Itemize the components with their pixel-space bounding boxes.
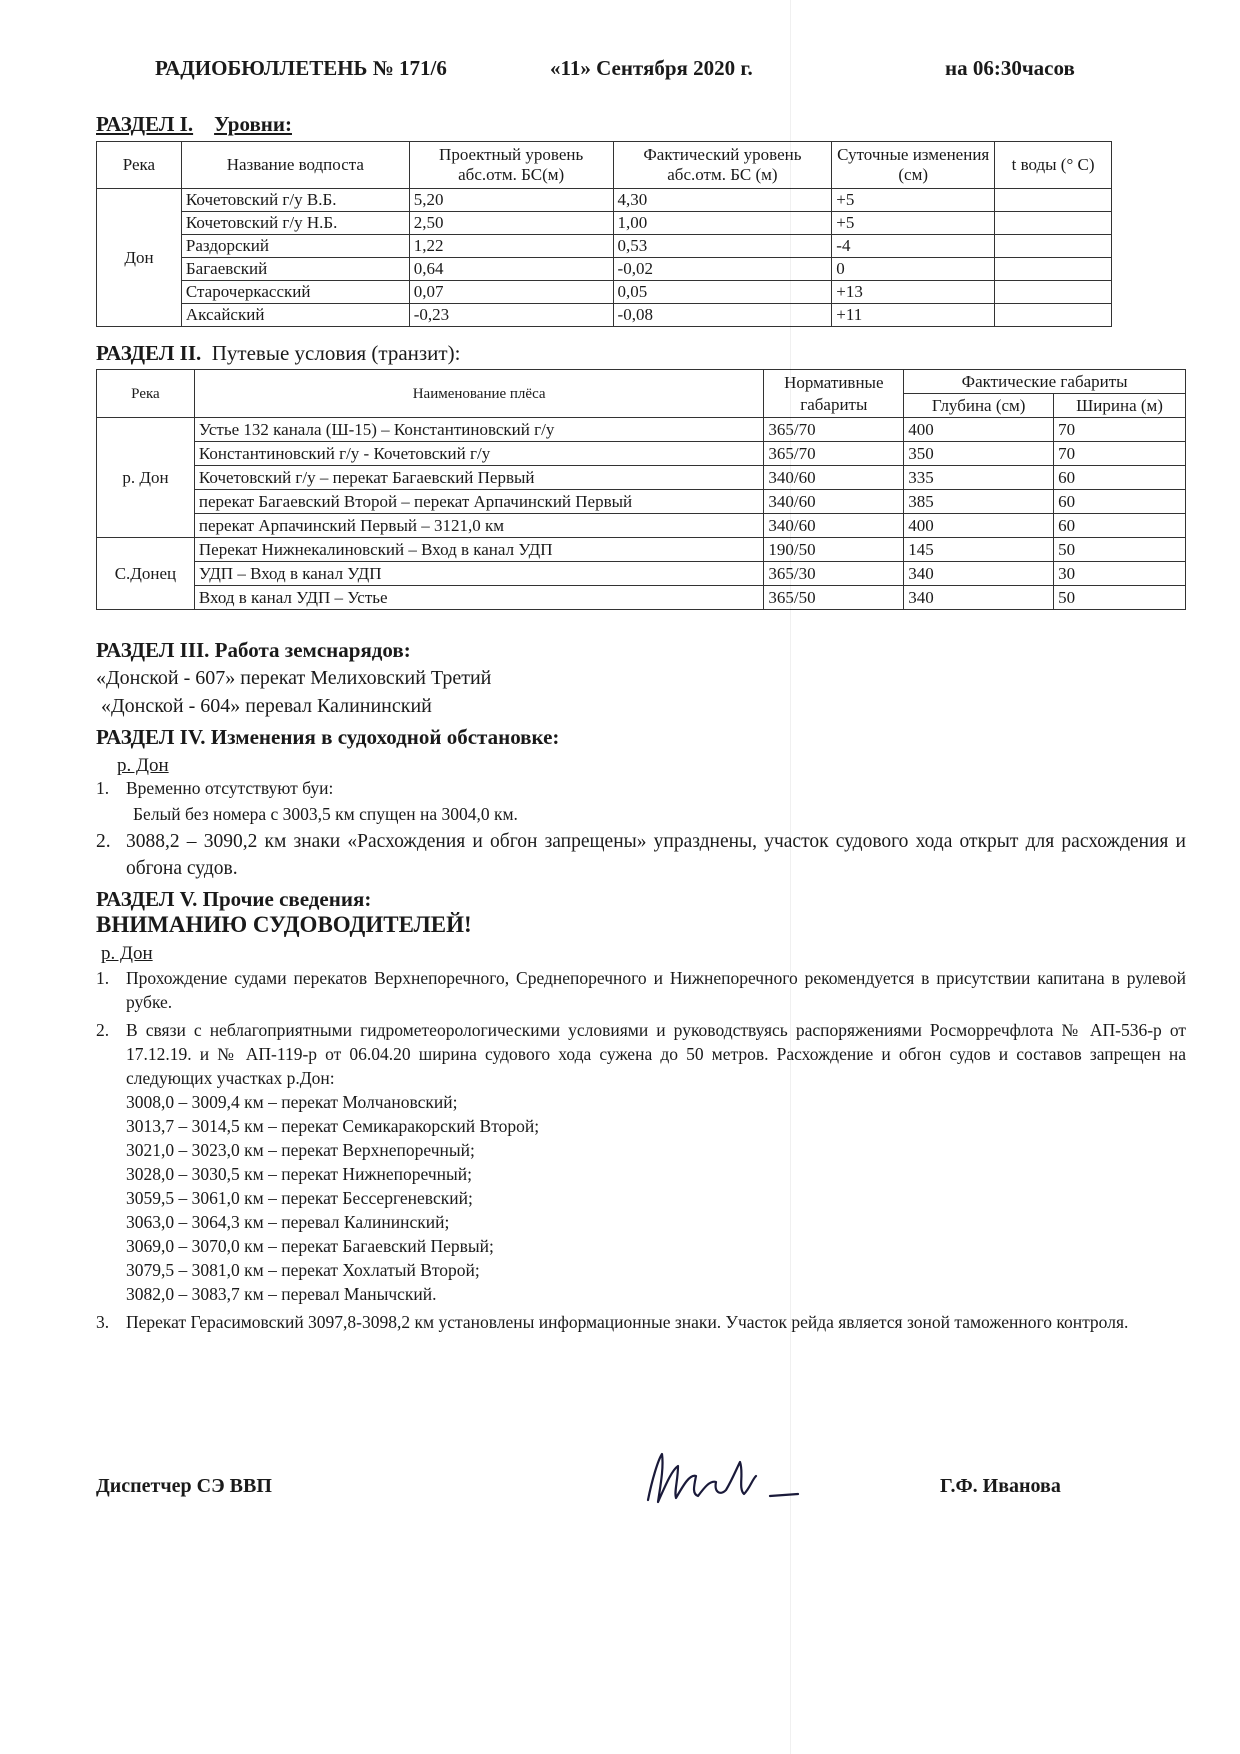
bulletin-number: РАДИОБЮЛЛЕТЕНЬ № 171/6: [155, 56, 447, 80]
segment-line: 3013,7 – 3014,5 км – перекат Семикаракорский Второй;: [126, 1116, 540, 1136]
levels-row: [97, 258, 1112, 281]
segment-line: 3028,0 – 3030,5 км – перекат Нижнепоречный;: [126, 1164, 473, 1184]
reach-name: перекат Багаевский Второй – перекат Арпачинский Первый: [194, 490, 764, 514]
water-temp: [995, 304, 1112, 327]
actual-level: 0,05: [613, 281, 832, 304]
route-header-reach: Наименование плёса: [194, 370, 764, 418]
normative-dims: 365/70: [764, 418, 904, 442]
dredger-line: «Донской - 604» перевал Калининский: [96, 695, 432, 717]
list-item: [96, 828, 1186, 882]
signatory-name: Г.Ф. Иванова: [940, 1475, 1061, 1497]
normative-dims: 365/50: [764, 586, 904, 610]
route-header-depth: Глубина (см): [904, 394, 1054, 418]
route-row: [97, 514, 1186, 538]
daily-change: +11: [832, 304, 995, 327]
segment-line: 3063,0 – 3064,3 км – перевал Калининский;: [126, 1212, 450, 1232]
scan-fold-line: [790, 0, 791, 1754]
actual-depth: 400: [904, 514, 1054, 538]
route-row: [97, 466, 1186, 490]
actual-depth: 335: [904, 466, 1054, 490]
item-number: 1.: [96, 968, 110, 988]
bulletin-date: «11» Сентября 2020 г.: [550, 56, 753, 80]
water-temp: [995, 281, 1112, 304]
item-number: 2.: [96, 1020, 110, 1040]
actual-depth: 350: [904, 442, 1054, 466]
route-river-cell: С.Донец: [97, 538, 195, 610]
actual-width: 50: [1054, 586, 1186, 610]
design-level: -0,23: [409, 304, 613, 327]
reach-name: Устье 132 канала (Ш-15) – Константиновский г/у: [194, 418, 764, 442]
design-level: 2,50: [409, 212, 613, 235]
water-temp: [995, 212, 1112, 235]
segment-line: 3059,5 – 3061,0 км – перекат Бессергеневский;: [126, 1188, 473, 1208]
actual-width: 60: [1054, 514, 1186, 538]
route-header-normative: Нормативные габариты: [764, 370, 904, 418]
daily-change: 0: [832, 258, 995, 281]
item-text: 3088,2 – 3090,2 км знаки «Расхождения и обгон запрещены» упразднены, участок судового хода открыт для расхождения и обгона судов.: [126, 831, 1186, 879]
section2-subtitle: Путевые условия (транзит):: [211, 341, 461, 365]
levels-header-temp: t воды (° С): [995, 142, 1112, 189]
levels-header-design: Проектный уровень абс.отм. БС(м): [409, 142, 613, 189]
segment-line: 3079,5 – 3081,0 км – перекат Хохлатый Второй;: [126, 1260, 480, 1280]
actual-width: 60: [1054, 490, 1186, 514]
levels-row: [97, 212, 1112, 235]
item-text: Перекат Герасимовский 3097,8-3098,2 км установлены информационные знаки. Участок рейда является зоной таможенного контроля.: [126, 1312, 1129, 1332]
bulletin-time: на 06:30часов: [945, 56, 1075, 80]
signatory-role: Диспетчер СЭ ВВП: [96, 1475, 272, 1497]
reach-name: Константиновский г/у - Кочетовский г/у: [194, 442, 764, 466]
actual-level: -0,02: [613, 258, 832, 281]
route-river-cell: р. Дон: [97, 418, 195, 538]
route-row: [97, 442, 1186, 466]
actual-depth: 385: [904, 490, 1054, 514]
route-table: [96, 369, 1186, 610]
daily-change: +5: [832, 189, 995, 212]
segment-line: 3021,0 – 3023,0 км – перекат Верхнепоречный;: [126, 1140, 475, 1160]
water-temp: [995, 258, 1112, 281]
segment-line: 3082,0 – 3083,7 км – перевал Манычский.: [126, 1284, 437, 1304]
list-item: [96, 776, 1186, 800]
list-item: [96, 1310, 1186, 1334]
actual-width: 70: [1054, 442, 1186, 466]
item-number: 1.: [96, 778, 110, 798]
segment-line: 3008,0 – 3009,4 км – перекат Молчановский;: [126, 1092, 458, 1112]
route-header-row: [97, 370, 1186, 394]
post-name: Багаевский: [181, 258, 409, 281]
actual-width: 50: [1054, 538, 1186, 562]
attention-heading: ВНИМАНИЮ СУДОВОДИТЕЛЕЙ!: [96, 912, 472, 937]
water-temp: [995, 189, 1112, 212]
levels-row: [97, 235, 1112, 258]
item-text: Временно отсутствуют буи:: [126, 778, 334, 798]
normative-dims: 340/60: [764, 490, 904, 514]
actual-level: 4,30: [613, 189, 832, 212]
levels-river-cell: Дон: [97, 189, 182, 327]
actual-level: 1,00: [613, 212, 832, 235]
route-header-width: Ширина (м): [1054, 394, 1186, 418]
actual-level: -0,08: [613, 304, 832, 327]
post-name: Старочеркасский: [181, 281, 409, 304]
normative-dims: 340/60: [764, 466, 904, 490]
actual-width: 30: [1054, 562, 1186, 586]
reach-name: УДП – Вход в канал УДП: [194, 562, 764, 586]
levels-row: [97, 281, 1112, 304]
section5-river: р. Дон: [101, 943, 153, 964]
normative-dims: 340/60: [764, 514, 904, 538]
daily-change: +13: [832, 281, 995, 304]
route-row: [97, 490, 1186, 514]
levels-header-actual: Фактический уровень абс.отм. БС (м): [613, 142, 832, 189]
item-number: 3.: [96, 1312, 110, 1332]
item-text: Прохождение судами перекатов Верхнепоречного, Среднепоречного и Нижнепоречного рекомендуется в присутствии капитана в рулевой рубке.: [126, 968, 1186, 1012]
section5-list: [96, 966, 1186, 1334]
section2-heading: [96, 341, 460, 366]
list-item: [96, 1018, 1186, 1090]
levels-header-post: Название водпоста: [181, 142, 409, 189]
normative-dims: 365/30: [764, 562, 904, 586]
actual-depth: 145: [904, 538, 1054, 562]
design-level: 1,22: [409, 235, 613, 258]
levels-table: [96, 141, 1112, 327]
design-level: 0,07: [409, 281, 613, 304]
section4-title: РАЗДЕЛ IV. Изменения в судоходной обстановке:: [96, 725, 560, 749]
route-row: [97, 586, 1186, 610]
reach-name: Перекат Нижнекалиновский – Вход в канал УДП: [194, 538, 764, 562]
water-temp: [995, 235, 1112, 258]
levels-header-change: Суточные изменения (см): [832, 142, 995, 189]
item-text: В связи с неблагоприятными гидрометеорологическими условиями и руководствуясь распоряжениями Росморречфлота № АП-536-р от 17.12.19. и № АП-119-р от 06.04.20 ширина судового хода сужена до 50 метров. Расхождение и обгон судов и составов запрещен на следующих участках р.Дон:: [126, 1020, 1186, 1088]
section4-river: р. Дон: [117, 755, 169, 776]
section5-title: РАЗДЕЛ V. Прочие сведения:: [96, 887, 372, 911]
section2-title: РАЗДЕЛ II.: [96, 341, 202, 365]
actual-depth: 340: [904, 586, 1054, 610]
actual-width: 60: [1054, 466, 1186, 490]
design-level: 5,20: [409, 189, 613, 212]
section1-title: РАЗДЕЛ I.: [96, 112, 194, 136]
reach-name: Вход в канал УДП – Устье: [194, 586, 764, 610]
section1-subtitle: Уровни:: [214, 112, 292, 136]
daily-change: -4: [832, 235, 995, 258]
post-name: Кочетовский г/у В.Б.: [181, 189, 409, 212]
section4-list: [96, 776, 1186, 882]
list-item: [96, 966, 1186, 1014]
reach-name: Кочетовский г/у – перекат Багаевский Первый: [194, 466, 764, 490]
section1-heading: [96, 112, 292, 137]
normative-dims: 365/70: [764, 442, 904, 466]
segment-line: 3069,0 – 3070,0 км – перекат Багаевский Первый;: [126, 1236, 494, 1256]
route-row: [97, 418, 1186, 442]
levels-header-river: Река: [97, 142, 182, 189]
handwritten-signature: [640, 1440, 820, 1525]
actual-level: 0,53: [613, 235, 832, 258]
levels-row: [97, 304, 1112, 327]
design-level: 0,64: [409, 258, 613, 281]
reach-name: перекат Арпачинский Первый – 3121,0 км: [194, 514, 764, 538]
levels-header-row: [97, 142, 1112, 189]
item-number: 2.: [96, 831, 111, 852]
levels-row: [97, 189, 1112, 212]
daily-change: +5: [832, 212, 995, 235]
actual-width: 70: [1054, 418, 1186, 442]
item-subtext: Белый без номера с 3003,5 км спущен на 3004,0 км.: [133, 804, 518, 824]
post-name: Аксайский: [181, 304, 409, 327]
post-name: Кочетовский г/у Н.Б.: [181, 212, 409, 235]
post-name: Раздорский: [181, 235, 409, 258]
route-header-actual: Фактические габариты: [904, 370, 1186, 394]
route-header-river: Река: [97, 370, 195, 418]
section3-title: РАЗДЕЛ III. Работа земснарядов:: [96, 638, 411, 662]
dredger-line: «Донской - 607» перекат Мелиховский Третий: [96, 667, 492, 689]
normative-dims: 190/50: [764, 538, 904, 562]
actual-depth: 340: [904, 562, 1054, 586]
route-row: [97, 562, 1186, 586]
route-row: [97, 538, 1186, 562]
actual-depth: 400: [904, 418, 1054, 442]
